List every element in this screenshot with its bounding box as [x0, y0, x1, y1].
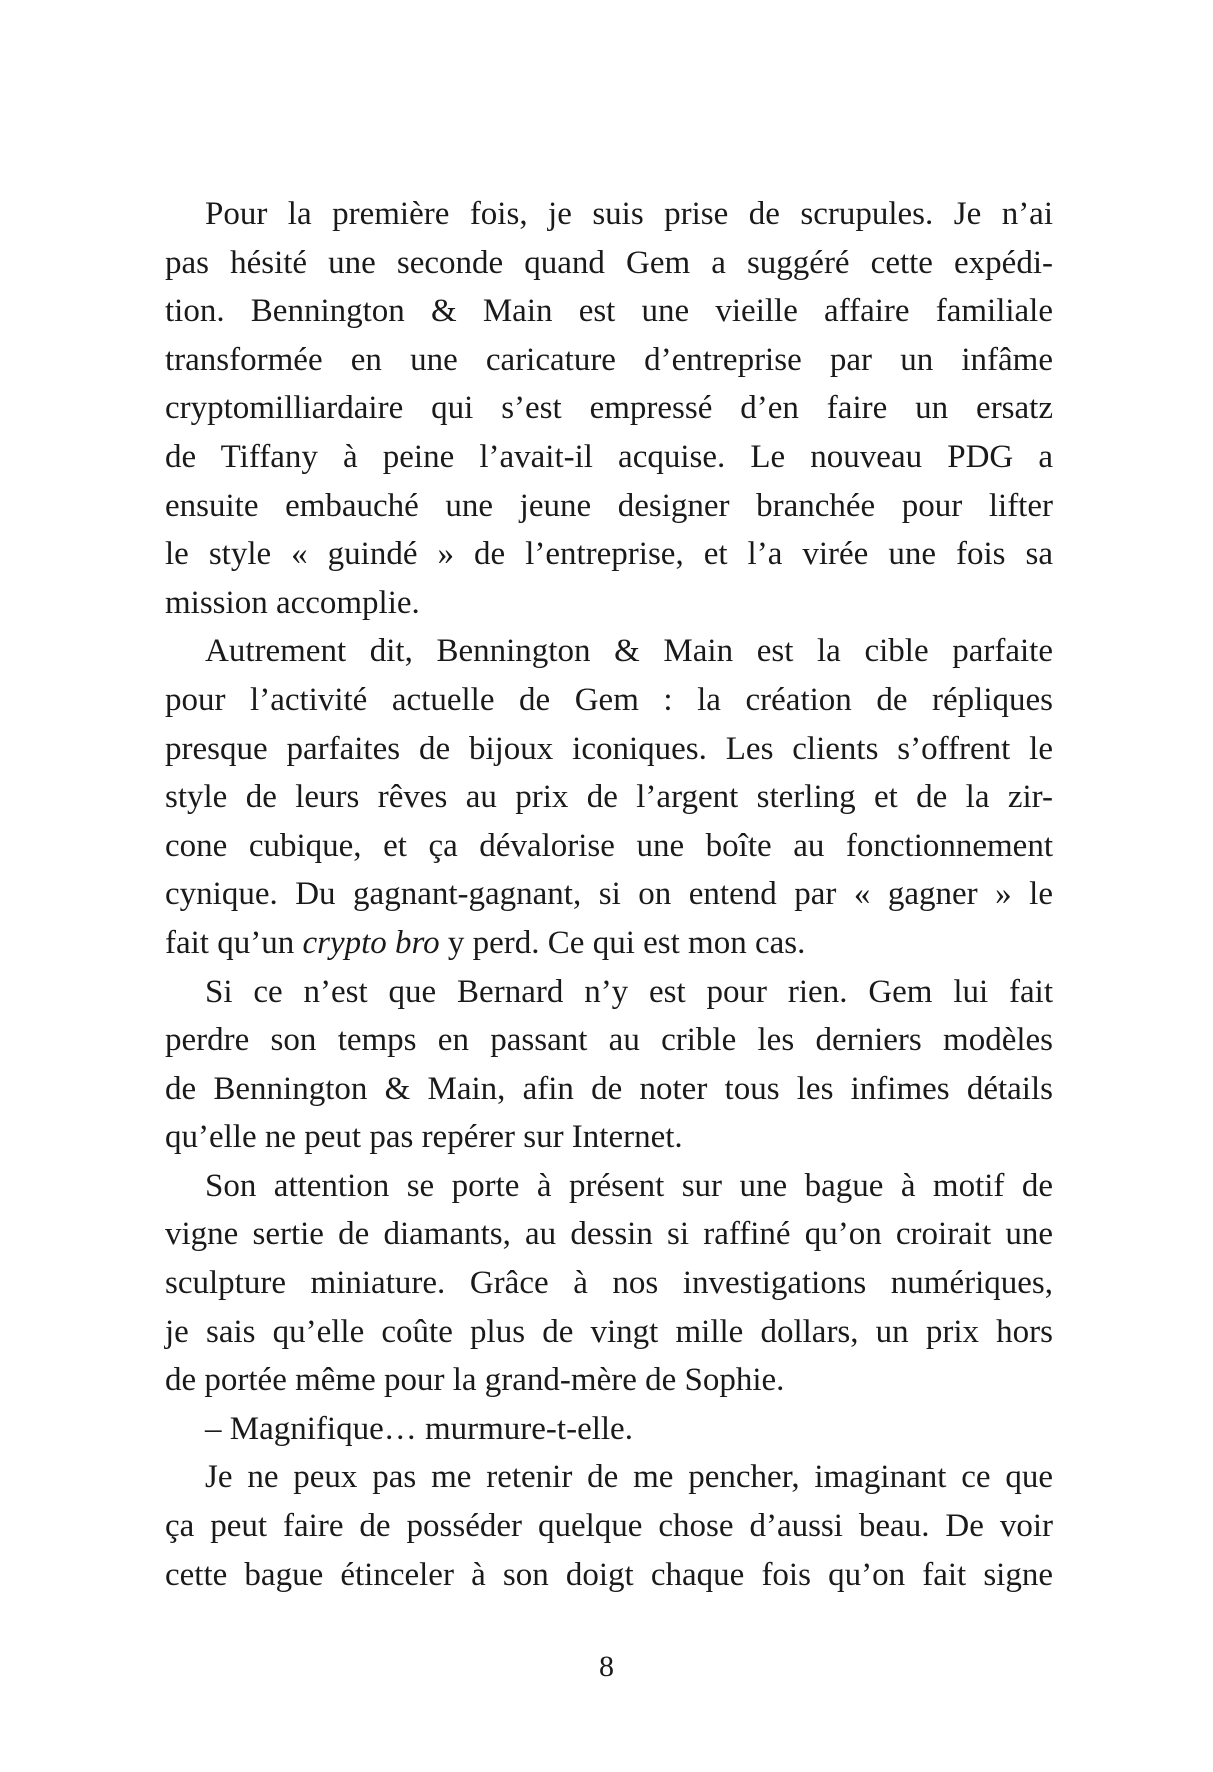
italic-text: crypto bro: [302, 924, 440, 961]
body-text: [165, 190, 1053, 1599]
text-line: qu’elle ne peut pas repérer sur Internet.: [165, 1119, 683, 1156]
paragraph: [165, 190, 1053, 627]
text-line: vigne sertie de diamants, au dessin si raffiné qu’on croirait une: [165, 1216, 1053, 1253]
text-line: transformée en une caricature d’entreprise par un infâme: [165, 341, 1053, 378]
text-line: cette bague étinceler à son doigt chaque fois qu’on fait signe: [165, 1556, 1053, 1593]
text-line: Je ne peux pas me retenir de me pencher, imaginant ce que: [205, 1459, 1053, 1496]
text-line: – Magnifique… murmure-t-elle.: [205, 1410, 633, 1447]
text-line: cryptomilliardaire qui s’est empressé d’en faire un ersatz: [165, 390, 1053, 427]
page-number: 8: [599, 1650, 614, 1683]
text-line: tion. Bennington & Main est une vieille affaire familiale: [165, 293, 1053, 330]
paragraph: [165, 968, 1053, 1162]
text-line: perdre son temps en passant au crible les derniers modèles: [165, 1022, 1053, 1059]
text-line: je sais qu’elle coûte plus de vingt mille dollars, un prix hors: [165, 1313, 1053, 1350]
text-segment: fait qu’un: [165, 924, 303, 961]
text-line: de portée même pour la grand-mère de Sophie.: [165, 1362, 785, 1399]
dialogue-paragraph: [165, 1405, 1053, 1454]
text-line: cone cubique, et ça dévalorise une boîte au fonctionnement: [165, 827, 1053, 864]
paragraph: [165, 1162, 1053, 1405]
text-line: sculpture miniature. Grâce à nos investigations numériques,: [165, 1265, 1053, 1302]
text-line: ça peut faire de posséder quelque chose d’aussi beau. De voir: [165, 1508, 1053, 1545]
text-line: cynique. Du gagnant-gagnant, si on entend par « gagner » le: [165, 876, 1053, 913]
text-line: le style « guindé » de l’entreprise, et l’a virée une fois sa: [165, 536, 1053, 573]
text-line: de Bennington & Main, afin de noter tous les infimes détails: [165, 1070, 1053, 1107]
text-line: style de leurs rêves au prix de l’argent sterling et de la zir-: [165, 779, 1053, 816]
text-line: de Tiffany à peine l’avait-il acquise. Le nouveau PDG a: [165, 438, 1053, 475]
text-line: Si ce n’est que Bernard n’y est pour rien. Gem lui fait: [205, 973, 1053, 1010]
text-line: Autrement dit, Bennington & Main est la cible parfaite: [205, 633, 1053, 670]
paragraph: [165, 627, 1053, 967]
text-line: presque parfaites de bijoux iconiques. Les clients s’offrent le: [165, 730, 1053, 767]
text-line: Pour la première fois, je suis prise de scrupules. Je n’ai: [205, 196, 1053, 232]
text-line: [165, 919, 1053, 968]
paragraph: [165, 1453, 1053, 1599]
text-line: ensuite embauché une jeune designer branchée pour lifter: [165, 487, 1053, 524]
text-line: mission accomplie.: [165, 584, 420, 621]
text-line: pour l’activité actuelle de Gem : la création de répliques: [165, 681, 1053, 718]
text-segment: y perd. Ce qui est mon cas.: [439, 924, 806, 961]
text-line: pas hésité une seconde quand Gem a suggéré cette expédi-: [165, 244, 1053, 281]
text-line: Son attention se porte à présent sur une bague à motif de: [205, 1167, 1053, 1204]
